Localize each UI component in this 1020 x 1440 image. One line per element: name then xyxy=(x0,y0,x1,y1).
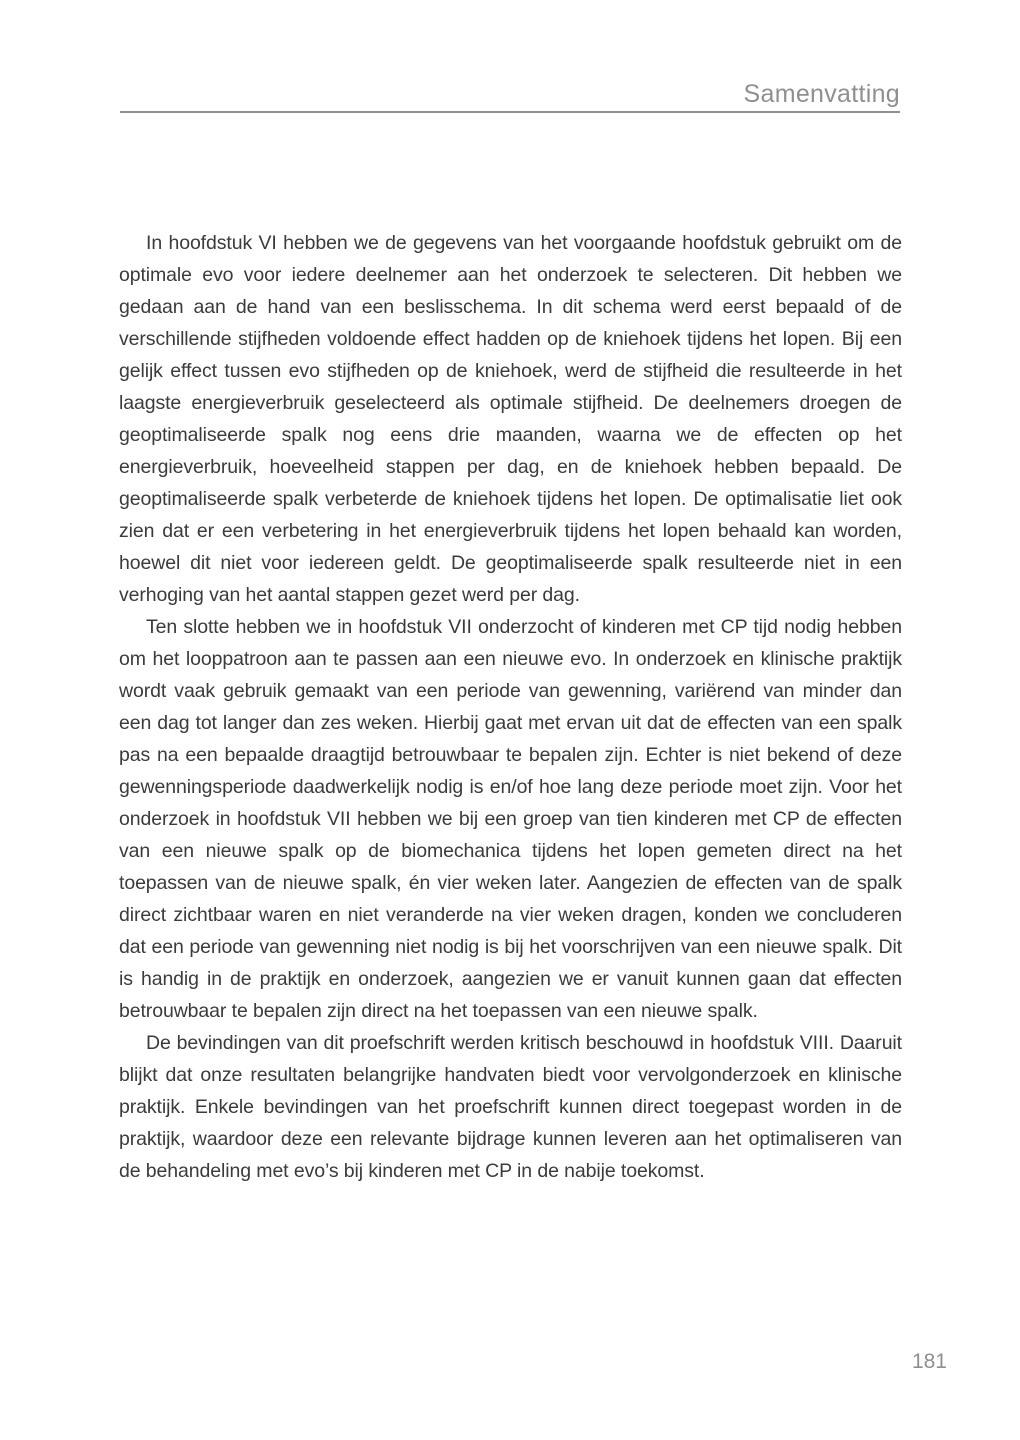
page-number: 181 xyxy=(911,1350,947,1373)
body-text xyxy=(119,227,902,1187)
paragraph-hoofdstuk-vi: In hoofdstuk VI hebben we de gegevens van het voorgaande hoofdstuk gebruikt om de optimale evo voor iedere deelnemer aan het onderzoek te selecteren. Dit hebben we gedaan aan de hand van een beslisschema. In dit schema werd eerst bepaald of de verschillende stijfheden voldoende effect hadden op de kniehoek tijdens het lopen. Bij een gelijk effect tussen evo stijfheden op de kniehoek, werd de stijfheid die resulteerde in het laagste energieverbruik geselecteerd als optimale stijfheid. De deelnemers droegen de geoptimaliseerde spalk nog eens drie maanden, waarna we de effecten op het energieverbruik, hoeveelheid stappen per dag, en de kniehoek hebben bepaald. De geoptimaliseerde spalk verbeterde de kniehoek tijdens het lopen. De optimalisatie liet ook zien dat er een verbetering in het energieverbruik tijdens het lopen behaald kan worden, hoewel dit niet voor iedereen geldt. De geoptimaliseerde spalk resulteerde niet in een verhoging van het aantal stappen gezet werd per dag. xyxy=(119,232,902,606)
page-header xyxy=(120,80,900,113)
header-rule xyxy=(120,111,900,113)
paragraph-hoofdstuk-viii: De bevindingen van dit proefschrift werden kritisch beschouwd in hoofdstuk VIII. Daaruit blijkt dat onze resultaten belangrijke handvaten biedt voor vervolgonderzoek en klinische praktijk. Enkele bevindingen van het proefschrift kunnen direct toegepast worden in de praktijk, waardoor deze een relevante bijdrage kunnen leveren aan het optimaliseren van de behandeling met evo’s bij kinderen met CP in de nabije toekomst. xyxy=(119,1032,902,1182)
running-header-title: Samenvatting xyxy=(743,80,900,108)
paragraph-hoofdstuk-vii: Ten slotte hebben we in hoofdstuk VII onderzocht of kinderen met CP tijd nodig hebben om het looppatroon aan te passen aan een nieuwe evo. In onderzoek en klinische praktijk wordt vaak gebruik gemaakt van een periode van gewenning, variërend van minder dan een dag tot langer dan zes weken. Hierbij gaat met ervan uit dat de effecten van een spalk pas na een bepaalde draagtijd betrouwbaar te bepalen zijn. Echter is niet bekend of deze gewenningsperiode daadwerkelijk nodig is en/of hoe lang deze periode moet zijn. Voor het onderzoek in hoofdstuk VII hebben we bij een groep van tien kinderen met CP de effecten van een nieuwe spalk op de biomechanica tijdens het lopen gemeten direct na het toepassen van de nieuwe spalk, én vier weken later. Aangezien de effecten van de spalk direct zichtbaar waren en niet veranderde na vier weken dragen, konden we concluderen dat een periode van gewenning niet nodig is bij het voorschrijven van een nieuwe spalk. Dit is handig in de praktijk en onderzoek, aangezien we er vanuit kunnen gaan dat effecten betrouwbaar te bepalen zijn direct na het toepassen van een nieuwe spalk. xyxy=(119,616,902,1022)
